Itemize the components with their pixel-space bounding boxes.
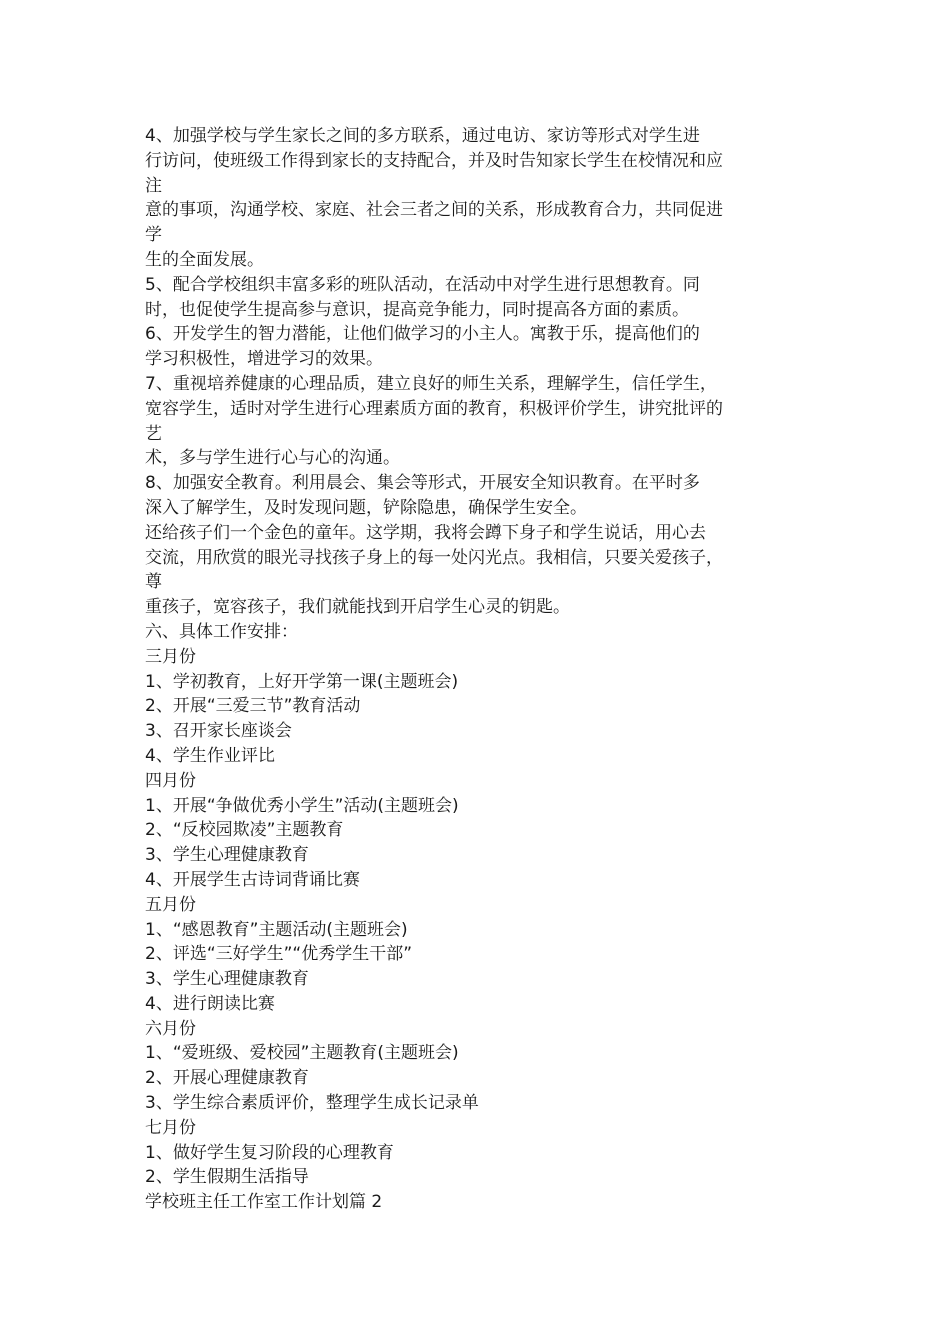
list-item: 1、“感恩教育”主题活动(主题班会) (145, 919, 408, 940)
month-heading: 七月份 (145, 1117, 196, 1138)
list-item: 2、开展“三爱三节”教育活动 (145, 696, 361, 717)
text-line: 5、配合学校组织丰富多彩的班队活动，在活动中对学生进行思想教育。同 (145, 274, 700, 295)
text-line: 还给孩子们一个金色的童年。这学期，我将会蹲下身子和学生说话，用心去 (145, 522, 706, 543)
list-item: 1、学初教育，上好开学第一课(主题班会) (145, 671, 459, 692)
list-item: 2、开展心理健康教育 (145, 1068, 309, 1089)
text-line: 8、加强安全教育。利用晨会、集会等形式，开展安全知识教育。在平时多 (145, 473, 700, 494)
list-item: 1、开展“争做优秀小学生”活动(主题班会) (145, 795, 459, 816)
document-title: 学校班主任工作室工作计划篇 2 (145, 1192, 383, 1213)
list-item: 1、“爱班级、爱校园”主题教育(主题班会) (145, 1043, 459, 1064)
list-item: 1、做好学生复习阶段的心理教育 (145, 1142, 394, 1163)
text-line: 尊 (145, 572, 162, 593)
text-line: 6、开发学生的智力潜能，让他们做学习的小主人。寓教于乐，提高他们的 (145, 324, 700, 345)
text-line: 7、重视培养健康的心理品质，建立良好的师生关系，理解学生，信任学生， (145, 373, 717, 394)
list-item: 4、开展学生古诗词背诵比赛 (145, 869, 360, 890)
text-line: 时，也促使学生提高参与意识，提高竞争能力，同时提高各方面的素质。 (145, 299, 689, 320)
text-line: 注 (145, 175, 162, 196)
text-line: 行访问，使班级工作得到家长的支持配合，并及时告知家长学生在校情况和应 (145, 150, 723, 171)
month-heading: 五月份 (145, 894, 196, 915)
list-item: 2、“反校园欺凌”主题教育 (145, 820, 344, 841)
text-line: 艺 (145, 423, 162, 444)
month-heading: 六月份 (145, 1018, 196, 1039)
text-line: 意的事项，沟通学校、家庭、社会三者之间的关系，形成教育合力，共同促进 (145, 200, 723, 221)
list-item: 4、进行朗读比赛 (145, 993, 275, 1014)
text-line: 交流，用欣赏的眼光寻找孩子身上的每一处闪光点。我相信，只要关爱孩子， (145, 547, 723, 568)
text-line: 术，多与学生进行心与心的沟通。 (145, 448, 400, 469)
month-heading: 四月份 (145, 770, 196, 791)
text-line: 深入了解学生，及时发现问题，铲除隐患，确保学生安全。 (145, 497, 587, 518)
text-line: 学 (145, 225, 162, 246)
list-item: 2、学生假期生活指导 (145, 1167, 309, 1188)
month-heading: 三月份 (145, 646, 196, 667)
list-item: 2、评选“三好学生”“优秀学生干部” (145, 944, 413, 965)
list-item: 3、召开家长座谈会 (145, 721, 292, 742)
text-line: 重孩子，宽容孩子，我们就能找到开启学生心灵的钥匙。 (145, 597, 570, 618)
list-item: 4、学生作业评比 (145, 745, 275, 766)
list-item: 3、学生综合素质评价，整理学生成长记录单 (145, 1093, 479, 1114)
text-line: 生的全面发展。 (145, 249, 264, 270)
text-line: 4、加强学校与学生家长之间的多方联系，通过电访、家访等形式对学生进 (145, 126, 700, 146)
document-body (145, 124, 825, 1215)
section-heading: 六、具体工作安排： (145, 621, 298, 642)
list-item: 3、学生心理健康教育 (145, 845, 309, 866)
text-line: 学习积极性，增进学习的效果。 (145, 349, 383, 370)
text-line: 宽容学生，适时对学生进行心理素质方面的教育，积极评价学生，讲究批评的 (145, 398, 723, 419)
list-item: 3、学生心理健康教育 (145, 969, 309, 990)
